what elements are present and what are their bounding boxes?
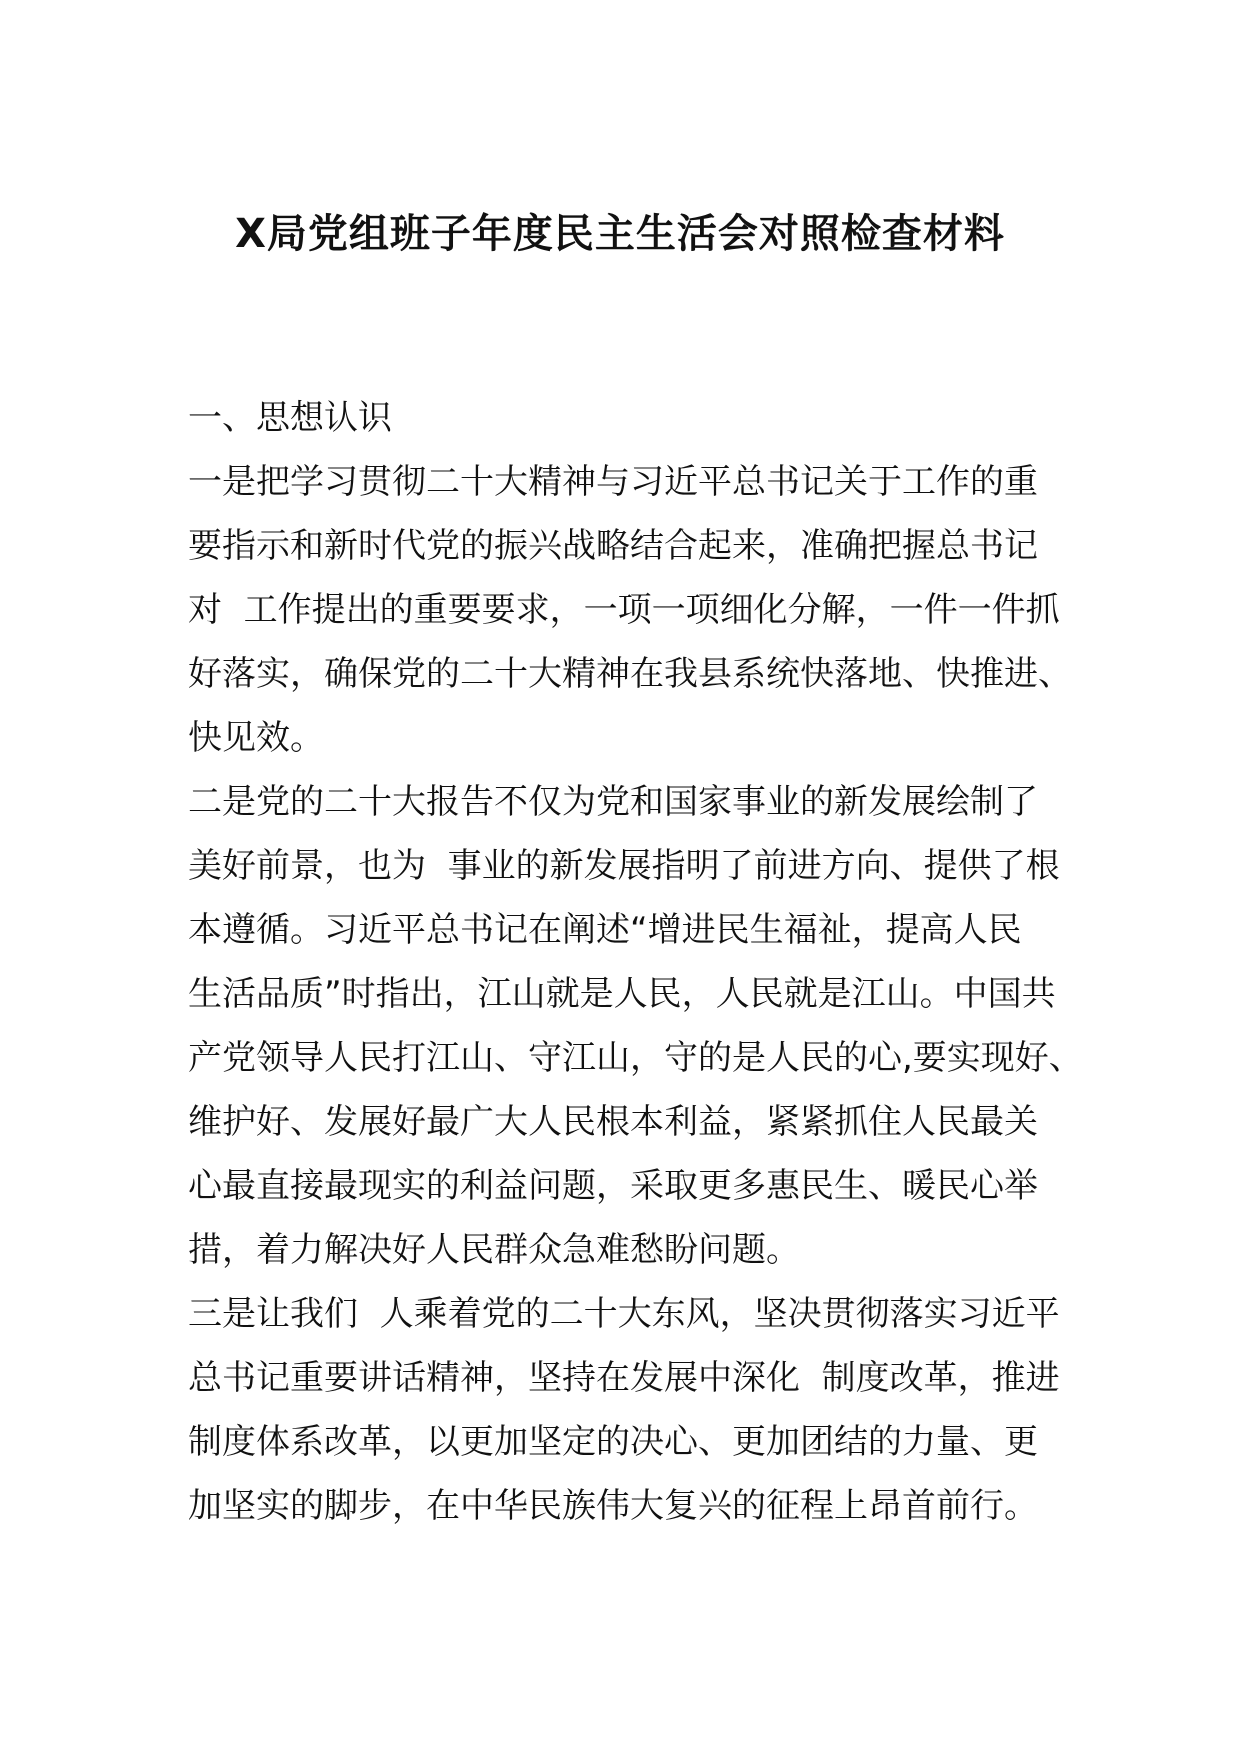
paragraph-line: 措，着力解决好人民群众急难愁盼问题。 (188, 1230, 800, 1270)
paragraph-line: 心最直接最现实的利益问题，采取更多惠民生、暖民心举 (188, 1166, 1038, 1206)
paragraph-line: 快见效。 (188, 718, 324, 758)
paragraph-line: 三是让我们 人乘着党的二十大东风，坚决贯彻落实习近平 (188, 1294, 1060, 1334)
paragraph-line: 对 工作提出的重要要求，一项一项细化分解，一件一件抓 (188, 590, 1060, 630)
paragraph-3 (188, 1282, 1068, 1538)
paragraph-line: 加坚实的脚步，在中华民族伟大复兴的征程上昂首前行。 (188, 1486, 1038, 1526)
paragraph-line: 总书记重要讲话精神，坚持在发展中深化 制度改革，推进 (188, 1358, 1060, 1398)
paragraph-1 (188, 450, 1072, 770)
paragraph-line: 生活品质”时指出，江山就是人民，人民就是江山。中国共 (188, 974, 1056, 1014)
document-body (188, 386, 1083, 1538)
paragraph-line: 要指示和新时代党的振兴战略结合起来，准确把握总书记 (188, 526, 1038, 566)
section-heading: 一、思想认识 (188, 398, 392, 438)
paragraph-line: 产党领导人民打江山、守江山，守的是人民的心,要实现好、 (188, 1038, 1083, 1078)
paragraph-line: 二是党的二十大报告不仅为党和国家事业的新发展绘制了 (188, 782, 1038, 822)
paragraph-line: 好落实，确保党的二十大精神在我县系统快落地、快推进、 (188, 654, 1072, 694)
paragraph-2 (188, 770, 1083, 1282)
paragraph-line: 本遵循。习近平总书记在阐述“增进民生福祉，提高人民 (188, 910, 1022, 950)
paragraph-line: 一是把学习贯彻二十大精神与习近平总书记关于工作的重 (188, 462, 1038, 502)
paragraph-line: 制度体系改革，以更加坚定的决心、更加团结的力量、更 (188, 1422, 1038, 1462)
paragraph-line: 维护好、发展好最广大人民根本利益，紧紧抓住人民最关 (188, 1102, 1038, 1142)
paragraph-line: 美好前景，也为 事业的新发展指明了前进方向、提供了根 (188, 846, 1060, 886)
document-title: X局党组班子年度民主生活会对照检查材料 (235, 211, 1005, 257)
